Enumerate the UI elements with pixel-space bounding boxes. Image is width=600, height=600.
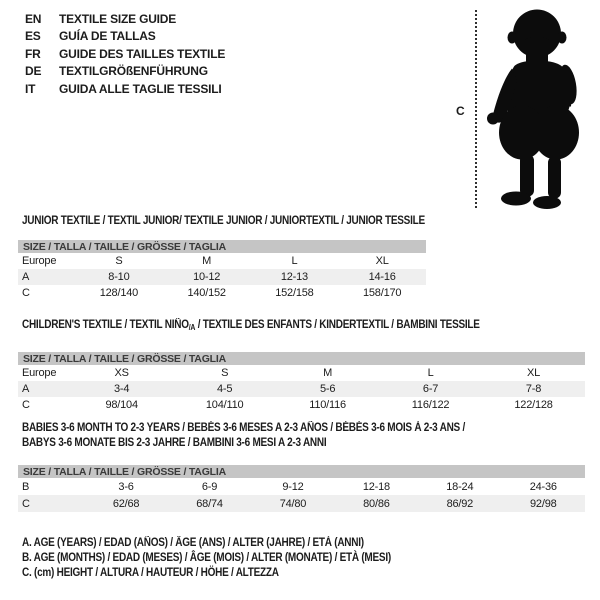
lang-code: IT	[25, 81, 36, 96]
babies-title-line2: BABYS 3-6 MONATE BIS 2-3 JAHRE / BAMBINI 3-6 MESI A 2-3 ANNI	[22, 436, 327, 449]
value-cell: L	[427, 367, 434, 379]
value-cell: XL	[527, 367, 541, 379]
junior-table-body	[18, 253, 426, 301]
table-row	[18, 269, 426, 285]
lang-title: TEXTILGRÖßENFÜHRUNG	[59, 64, 208, 79]
junior-section-title: JUNIOR TEXTILE / TEXTIL JUNIOR/ TEXTILE JUNIOR / JUNIORTEXTIL / JUNIOR TESSILE	[22, 215, 425, 227]
value-cell: 122/128	[514, 399, 553, 411]
value-cell: 110/116	[309, 399, 346, 411]
babies-title-line1: BABIES 3-6 MONTH TO 2-3 YEARS / BEBÉS 3-6 MESES A 2-3 AÑOS / BÉBÉS 3-6 MOIS À 2-3 ANS /	[22, 422, 466, 434]
value-cell: 8-10	[108, 271, 130, 283]
value-cell: 6-7	[422, 383, 439, 395]
value-cell: 62/68	[112, 497, 140, 510]
babies-size-table	[18, 465, 585, 512]
height-reference-dotted-line	[475, 10, 477, 208]
value-cell: M	[202, 255, 212, 267]
height-label: C	[456, 104, 465, 118]
children-table-body	[18, 365, 585, 413]
lang-code: ES	[25, 29, 41, 44]
row-label-cell: B	[22, 480, 30, 493]
value-cell: 92/98	[530, 497, 557, 510]
value-cell: 68/74	[196, 497, 223, 510]
table-row	[18, 381, 585, 397]
footnote-legend	[22, 536, 391, 582]
row-label-cell: A	[22, 271, 30, 283]
value-cell: 158/170	[362, 287, 402, 299]
lang-code: FR	[25, 46, 41, 61]
value-cell: 98/104	[105, 399, 138, 411]
children-title-part1: CHILDREN'S TEXTILE / TEXTIL NIÑO	[22, 319, 189, 331]
value-cell: 152/158	[275, 287, 314, 299]
value-cell: 7-8	[525, 383, 542, 395]
table-row	[18, 495, 585, 512]
lang-title: GUIDA ALLE TAGLIE TESSILI	[59, 81, 222, 96]
language-title-list	[25, 10, 225, 98]
value-cell: 24-36	[529, 480, 557, 493]
value-cell: 80/86	[363, 497, 390, 510]
children-size-table	[18, 352, 585, 413]
footnote-c: C. (cm) HEIGHT / ALTURA / HAUTEUR / HÖHE / ALTEZZA	[22, 567, 279, 580]
children-section-title	[22, 319, 480, 332]
lang-title: GUÍA DE TALLAS	[59, 29, 156, 44]
value-cell: XL	[375, 255, 389, 267]
table-row	[18, 253, 426, 269]
value-cell: 74/80	[279, 497, 307, 510]
lang-code: EN	[25, 11, 42, 26]
value-cell: 86/92	[446, 497, 474, 510]
baby-silhouette	[484, 6, 594, 212]
value-cell: 12-18	[362, 480, 390, 493]
value-cell: L	[291, 255, 298, 267]
value-cell: 140/152	[187, 287, 226, 299]
size-header-band: SIZE / TALLA / TAILLE / GRÖSSE / TAGLIA	[18, 352, 585, 365]
value-cell: 9-12	[282, 480, 304, 493]
children-title-subscript: /A	[188, 323, 196, 332]
value-cell: S	[115, 255, 123, 267]
value-cell: 3-4	[114, 383, 130, 395]
value-cell: 5-6	[319, 383, 336, 395]
table-row	[18, 285, 426, 301]
value-cell: 12-13	[280, 271, 308, 283]
babies-section-title	[22, 421, 465, 450]
size-header-band: SIZE / TALLA / TAILLE / GRÖSSE / TAGLIA	[18, 465, 585, 478]
value-cell: 116/122	[411, 399, 450, 411]
row-label-cell: Europe	[22, 367, 57, 379]
value-cell: 4-5	[216, 383, 233, 395]
row-label-cell: A	[22, 383, 30, 395]
value-cell: 104/110	[205, 399, 244, 411]
lang-row-it	[25, 80, 225, 98]
children-title-part2: / TEXTILE DES ENFANTS / KINDERTEXTIL / BAMBINI TESSILE	[195, 319, 480, 331]
footnote-b: B. AGE (MONTHS) / EDAD (MESES) / ÂGE (MOIS) / ALTER (MONATE) / ETÀ (MESI)	[22, 552, 391, 565]
babies-table-body	[18, 478, 585, 512]
value-cell: M	[323, 367, 333, 379]
junior-size-table	[18, 240, 426, 301]
lang-title: TEXTILE SIZE GUIDE	[59, 11, 177, 26]
row-label-cell: C	[22, 497, 30, 510]
footnote-a: A. AGE (YEARS) / EDAD (AÑOS) / ÂGE (ANS) / ALTER (JAHRE) / ETÀ (ANNI)	[22, 537, 364, 549]
lang-row-en	[25, 10, 225, 28]
table-row	[18, 365, 585, 381]
row-label-cell: C	[22, 287, 30, 299]
value-cell: XS	[114, 367, 129, 379]
value-cell: 128/140	[99, 287, 139, 299]
value-cell: 10-12	[193, 271, 221, 283]
table-row	[18, 397, 585, 413]
lang-title: GUIDE DES TAILLES TEXTILE	[59, 46, 226, 61]
value-cell: 3-6	[118, 480, 134, 493]
lang-row-es	[25, 28, 225, 46]
value-cell: 18-24	[446, 480, 474, 493]
value-cell: S	[221, 367, 229, 379]
table-row	[18, 478, 585, 495]
size-header-band: SIZE / TALLA / TAILLE / GRÖSSE / TAGLIA	[18, 240, 426, 253]
row-label-cell: Europe	[22, 255, 57, 267]
row-label-cell: C	[22, 399, 30, 411]
lang-code: DE	[25, 64, 42, 79]
value-cell: 14-16	[368, 271, 396, 283]
lang-row-fr	[25, 45, 225, 63]
value-cell: 6-9	[201, 480, 218, 493]
lang-row-de	[25, 63, 225, 81]
